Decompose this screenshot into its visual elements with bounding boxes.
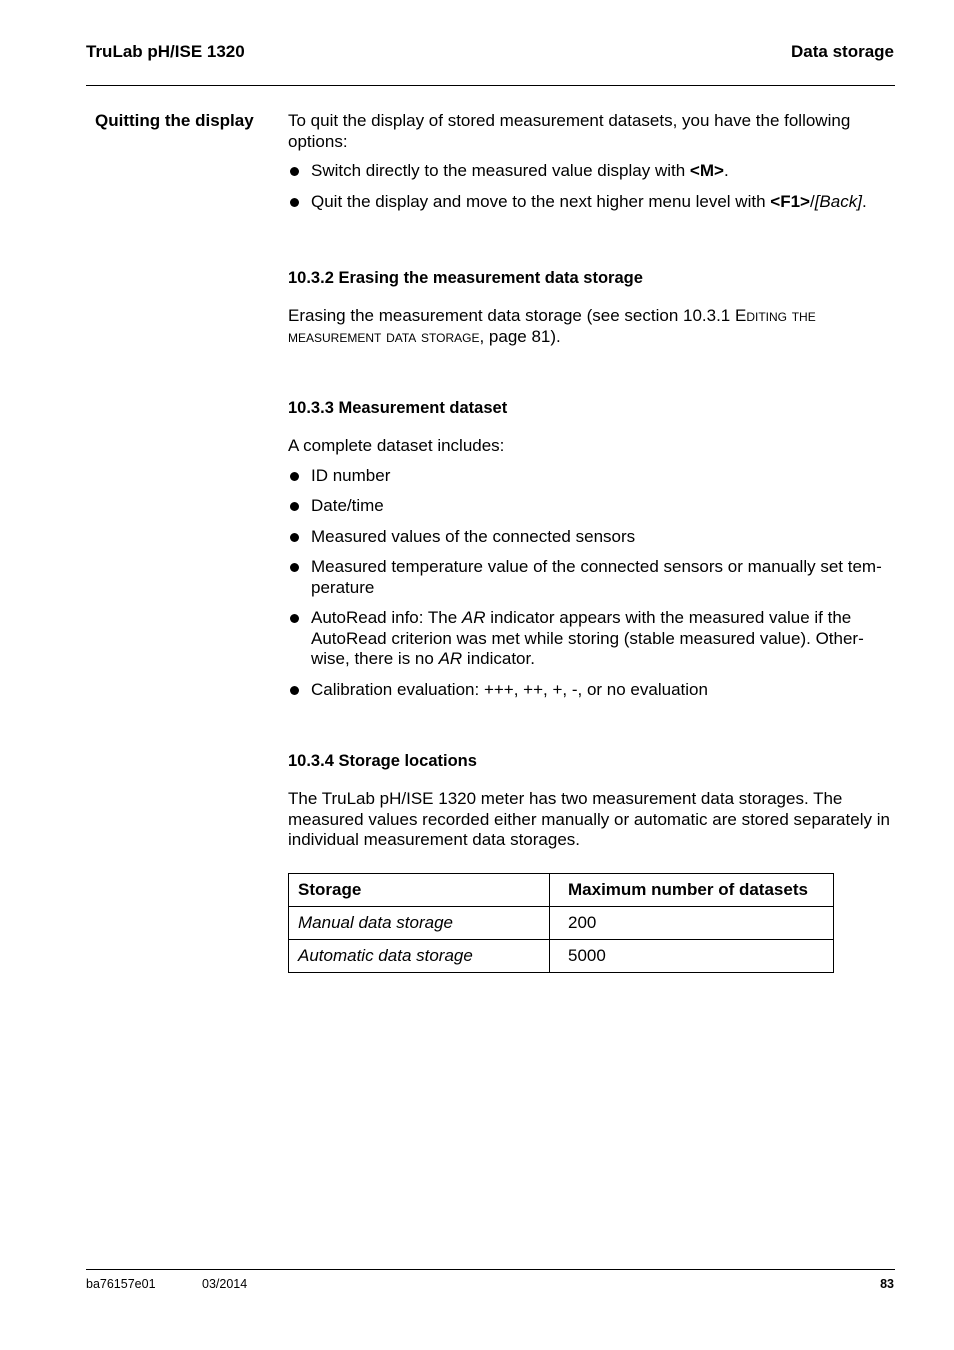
- bullet-icon: [290, 167, 299, 176]
- table-cell: Manual data storage: [289, 907, 550, 940]
- softkey-back: [Back]: [814, 191, 862, 211]
- table-header-row: [289, 874, 834, 907]
- storage-table: [288, 873, 834, 973]
- dataset-section: [288, 436, 896, 700]
- footer-doc-number: ba76157e01: [86, 1277, 156, 1291]
- table-cell: Automatic data storage: [289, 940, 550, 973]
- list-item: Measured temperature value of the connected sensors or manually set tem-perature: [288, 557, 896, 598]
- bullet-icon: [290, 472, 299, 481]
- bullet-icon: [290, 198, 299, 207]
- table-header: Maximum number of datasets: [550, 874, 834, 907]
- table-cell: 200: [550, 907, 834, 940]
- table-row: [289, 907, 834, 940]
- table-cell: 5000: [550, 940, 834, 973]
- bullet-icon: [290, 533, 299, 542]
- storage-locations-text: The TruLab pH/ISE 1320 meter has two measurement data storages. The measured values recorded either manually or automatic are stored separately in individual measurement data storages.: [288, 789, 890, 849]
- page-number: 83: [880, 1277, 894, 1291]
- list-item: Quit the display and move to the next higher menu level with <F1>/[Back].: [288, 192, 896, 213]
- cross-reference: Editing the measurement data storage: [288, 306, 816, 346]
- bullet-icon: [290, 686, 299, 695]
- list-item: AutoRead info: The AR indicator appears with the measured value if the AutoRead criterion was met while storing (stable measured value). Other-wise, there is no AR indicator.: [288, 608, 896, 670]
- list-item: Switch directly to the measured value display with <M>.: [288, 161, 896, 182]
- key-f1: <F1>: [770, 191, 810, 211]
- heading-10-3-2: 10.3.2 Erasing the measurement data storage: [288, 269, 643, 287]
- quitting-intro: To quit the display of stored measurement datasets, you have the following options:: [288, 111, 851, 151]
- bullet-icon: [290, 614, 299, 623]
- footer-rule: [86, 1269, 895, 1270]
- side-label-quitting: Quitting the display: [95, 111, 254, 130]
- quitting-section: [288, 111, 896, 212]
- list-item: Measured values of the connected sensors: [288, 527, 896, 548]
- header-rule: [86, 85, 895, 86]
- list-item: Date/time: [288, 496, 896, 517]
- heading-10-3-3: 10.3.3 Measurement dataset: [288, 399, 508, 417]
- footer-date: 03/2014: [202, 1277, 248, 1291]
- header-title: TruLab pH/ISE 1320: [86, 42, 245, 61]
- list-item: Calibration evaluation: +++, ++, +, -, or no evaluation: [288, 680, 896, 701]
- bullet-icon: [290, 502, 299, 511]
- list-item: ID number: [288, 466, 896, 487]
- bullet-icon: [290, 563, 299, 572]
- section-10-3-2-text: Erasing the measurement data storage (see section 10.3.1 Editing the measurement data storage, page 81).: [288, 306, 816, 346]
- dataset-intro: A complete dataset includes:: [288, 436, 505, 455]
- table-row: [289, 940, 834, 973]
- table-header: Storage: [289, 874, 550, 907]
- key-m: <M>: [689, 161, 724, 180]
- heading-10-3-4: 10.3.4 Storage locations: [288, 752, 477, 770]
- header-section: Data storage: [791, 42, 894, 61]
